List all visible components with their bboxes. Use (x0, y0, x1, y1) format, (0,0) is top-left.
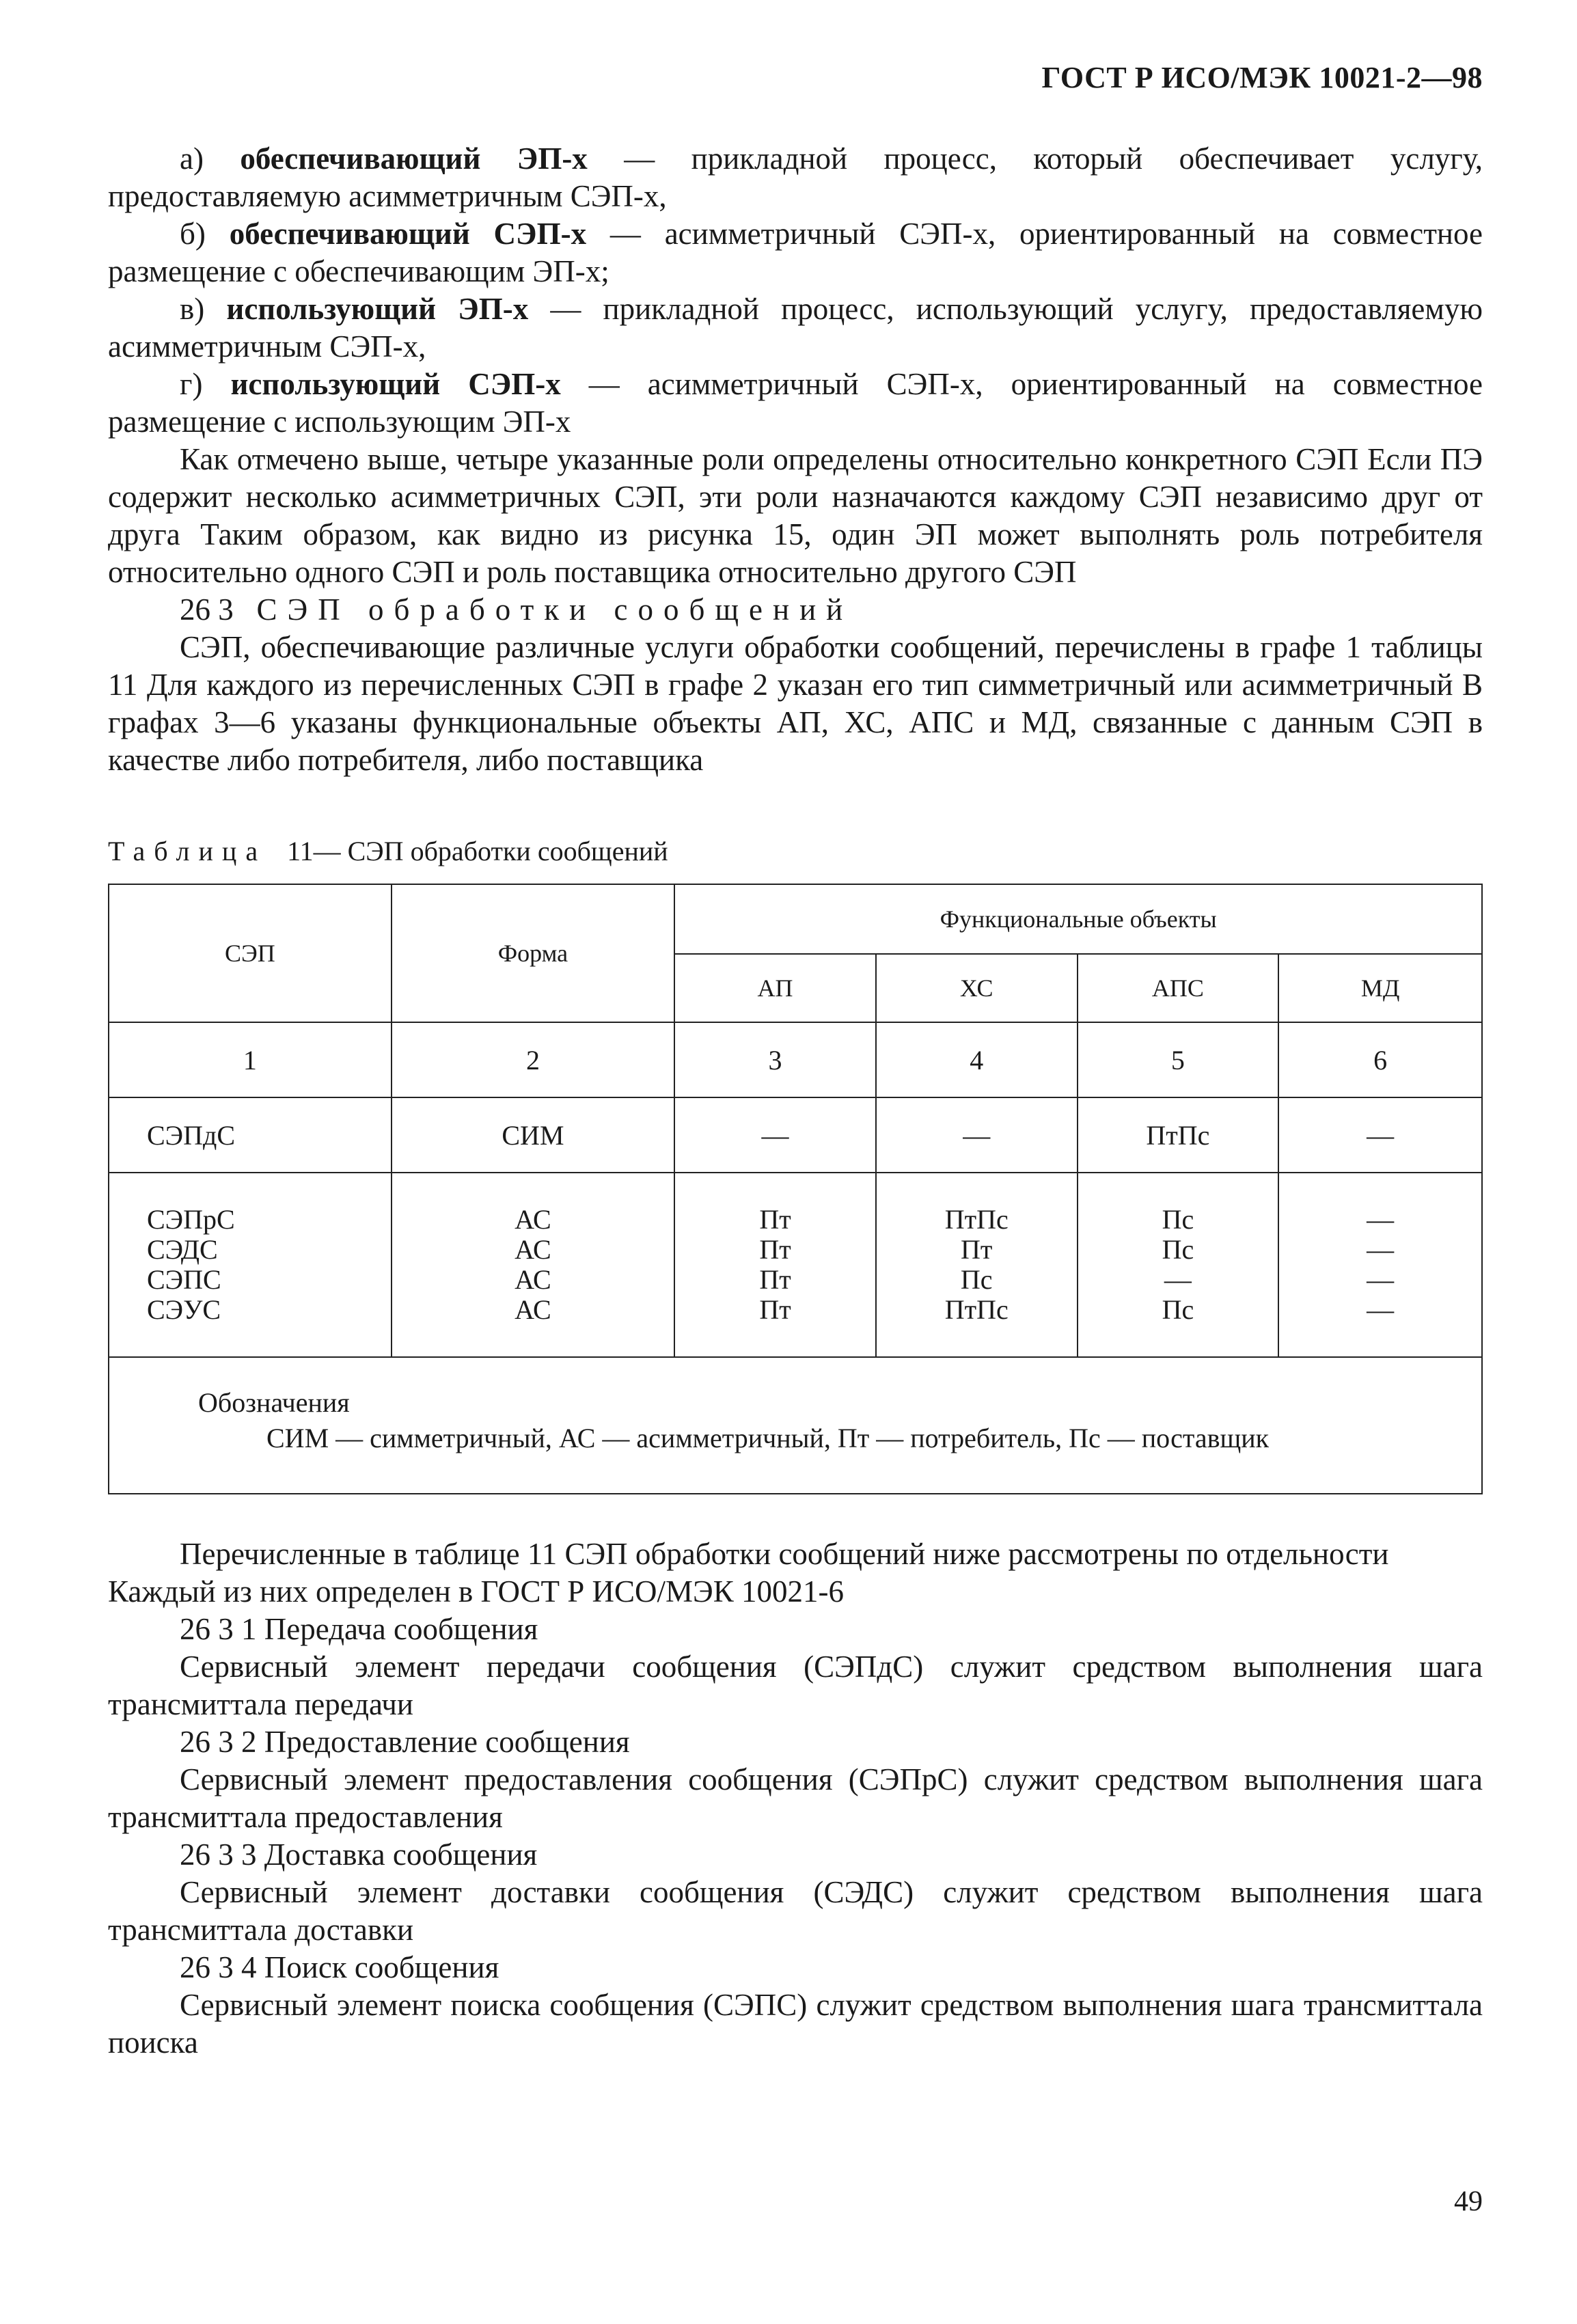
header-xc: ХС (876, 954, 1078, 1022)
subsection-text: Сервисный элемент поиска сообщения (СЭПС) служит средством выполнения шага трансмиттала поиска (108, 1988, 1483, 2060)
legend-text: СИМ — симметричный, АС — асимметричный, Пт — потребитель, Пс — поставщик (266, 1423, 1270, 1453)
paragraph-roles: Как отмечено выше, четыре указанные роли определены относительно конкретного СЭП Если ПЭ содержит несколько асимметричных СЭП, эти роли назначаются каждому СЭП независимо друг от друга Таким образом, как видно из рисунка 15, один ЭП может выполнять роль потребителя относительно одного СЭП и роль поставщика относительно другого СЭП (108, 442, 1483, 589)
list-item: б) обеспечивающий СЭП-x — асимметричный СЭП-x, ориентированный на совместное размещение с обеспечивающим ЭП-x; (108, 217, 1483, 288)
subsection-text: Сервисный элемент предоставления сообщения (СЭПрС) служит средством выполнения шага трансмиттала предоставления (108, 1762, 1483, 1834)
list-item: г) использующий СЭП-x — асимметричный СЭП-x, ориентированный на совместное размещение с использующим ЭП-x (108, 367, 1483, 439)
header-ap: АП (674, 954, 876, 1022)
after-table-text (108, 1535, 1483, 2062)
column-number-row (109, 1022, 1482, 1097)
table-row (109, 1173, 1482, 1357)
subsection-text: Сервисный элемент доставки сообщения (СЭДС) служит средством выполнения шага трансмиттала доставки (108, 1875, 1483, 1947)
subsection-heading: 26 3 2 Предоставление сообщения (180, 1725, 630, 1759)
header-md: МД (1278, 954, 1482, 1022)
table-cell: СЭПдС (109, 1097, 392, 1173)
table-cell: — (1278, 1097, 1482, 1173)
table-cell: 6 (1278, 1022, 1482, 1097)
table-cell: Пт Пт Пт Пт (674, 1173, 876, 1357)
table-cell: Пс Пс — Пс (1078, 1173, 1279, 1357)
header-form: Форма (392, 884, 675, 1022)
table-caption: Таблица 11— СЭП обработки сообщений (108, 836, 668, 866)
paragraph: Перечисленные в таблице 11 СЭП обработки сообщений ниже рассмотрены по отдельности (180, 1537, 1389, 1571)
table-row (109, 1097, 1482, 1173)
legend-row (109, 1357, 1482, 1494)
table-cell: СЭПрС СЭДС СЭПС СЭУС (109, 1173, 392, 1357)
definitions-list (108, 140, 1483, 779)
list-item: а) обеспечивающий ЭП-x — прикладной процесс, который обеспечивает услугу, предоставляемую асимметричным СЭП-x, (108, 141, 1483, 213)
table-cell: — — — — (1278, 1173, 1482, 1357)
header-aps: АПС (1078, 954, 1279, 1022)
table-cell: — (876, 1097, 1078, 1173)
table-cell: — (674, 1097, 876, 1173)
page-header: ГОСТ Р ИСО/МЭК 10021-2—98 (1041, 61, 1483, 94)
table-legend (109, 1357, 1482, 1494)
paragraph: Каждый из них определен в ГОСТ Р ИСО/МЭК 10021-6 (108, 1574, 845, 1609)
table-cell: 1 (109, 1022, 392, 1097)
table-cell: 3 (674, 1022, 876, 1097)
table-cell: АС АС АС АС (392, 1173, 675, 1357)
table-cell: 4 (876, 1022, 1078, 1097)
subsection-heading: 26 3 3 Доставка сообщения (180, 1837, 538, 1872)
table-cell: 2 (392, 1022, 675, 1097)
table-cell: 5 (1078, 1022, 1279, 1097)
subsection-heading: 26 3 1 Передача сообщения (180, 1612, 538, 1646)
header-sep: СЭП (109, 884, 392, 1022)
legend-title: Обозначения (198, 1387, 350, 1418)
section-heading: 26 3 СЭП обработки сообщений (180, 592, 853, 627)
subsection-heading: 26 3 4 Поиск сообщения (180, 1950, 499, 1984)
paragraph-section-intro: СЭП, обеспечивающие различные услуги обработки сообщений, перечислены в графе 1 таблицы 11 Для каждого из перечисленных СЭП в графе 2 указан его тип симметричный или асимметричный В графах 3—6 указаны функциональные объекты АП, ХС, АПС и МД, связанные с данным СЭП в качестве либо потребителя, либо поставщика (108, 630, 1483, 777)
subsection-text: Сервисный элемент передачи сообщения (СЭПдС) служит средством выполнения шага трансмиттала передачи (108, 1650, 1483, 1721)
sep-table (108, 884, 1483, 1494)
header-func-objects: Функциональные объекты (674, 884, 1482, 954)
table-cell: ПтПс (1078, 1097, 1279, 1173)
page-number: 49 (1454, 2186, 1483, 2217)
table-cell: СИМ (392, 1097, 675, 1173)
list-item: в) использующий ЭП-x — прикладной процесс, использующий услугу, предоставляемую асимметричным СЭП-x, (108, 292, 1483, 364)
table-cell: ПтПс Пт Пс ПтПс (876, 1173, 1078, 1357)
